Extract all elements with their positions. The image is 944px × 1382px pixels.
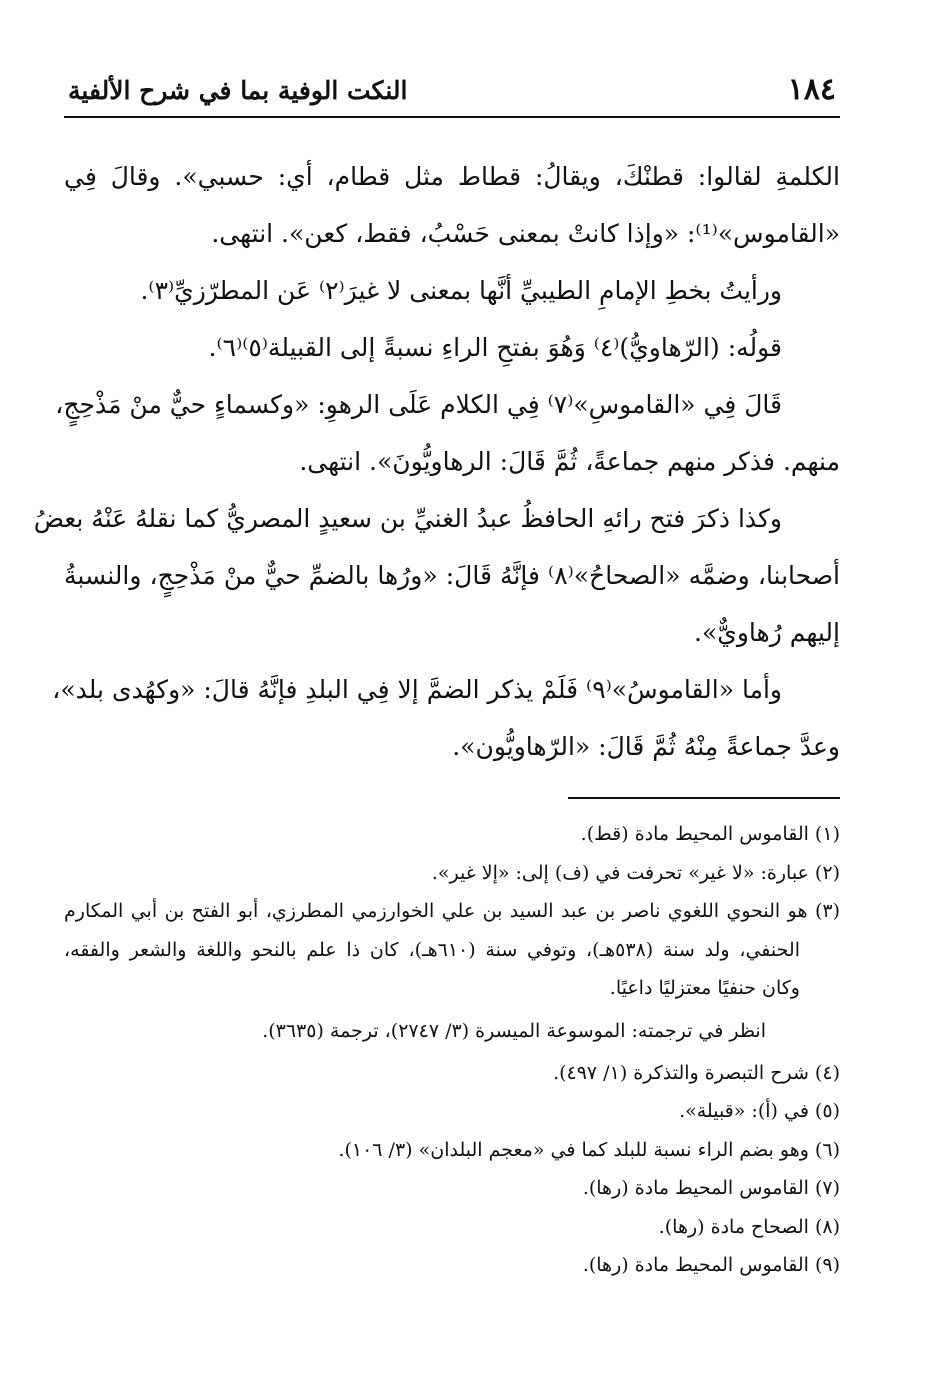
text-line: إليهم رُهاويٌّ». (694, 618, 840, 647)
text-line: أصحابنا، وضمَّه «الصحاحُ»⁽٨⁾ فإنَّهُ قَالَ: «ورُها بالضمِّ حيٌّ منْ مَذْحِجٍ، والنسبةُ (64, 561, 840, 590)
text-line: منهم. فذكر منهم جماعةً، ثُمَّ قَالَ: الرهاويُّونَ». انتهى. (299, 447, 840, 476)
footnote: (٩) القاموس المحيط مادة (رها). (582, 1254, 840, 1276)
footnote: (٢) عبارة: «لا غير» تحرفت في (ف) إلى: «إلا غير». (431, 861, 840, 884)
page-header (64, 66, 840, 118)
main-text (33, 148, 840, 775)
text-line: وعدَّ جماعةً مِنْهُ ثُمَّ قَالَ: «الرّهاويُّون». (452, 732, 840, 761)
footnote: (١) القاموس المحيط مادة (قط). (580, 823, 840, 845)
footnote-reference: انظر في ترجمته: الموسوعة الميسرة (٣/ ٢٧٤٧)، ترجمة (٣٦٣٥). (262, 1019, 766, 1042)
text-line: «القاموس»⁽¹⁾: «وإذا كانتْ بمعنى حَسْبُ، فقط، كعن». انتهى. (211, 219, 840, 248)
footnote-continuation: وكان حنفيًا معتزليًا داعيًا. (609, 977, 800, 999)
text-line: وأما «القاموسُ»⁽٩⁾ فَلَمْ يذكر الضمَّ إلا فِي البلدِ فإنَّهُ قالَ: «وكهُدى بلد»، (52, 675, 782, 704)
footnote-continuation: الحنفي، ولد سنة (٥٣٨هـ)، وتوفي سنة (٦١٠هـ)، كان ذا علم بالنحو واللغة والشعر والفقه، (64, 938, 800, 961)
running-title: النكت الوفية بما في شرح الألفية (68, 76, 408, 105)
footnote: (٤) شرح التبصرة والتذكرة (١/ ٤٩٧). (553, 1061, 840, 1084)
text-line: قَالَ فِي «القاموسِ»⁽٧⁾ فِي الكلام عَلَى الرهوِ: «وكسماءٍ حيٌّ منْ مَذْحِجٍ، (55, 390, 782, 419)
footnote: (٦) وهو بضم الراء نسبة للبلد كما في «معجم البلدان» (٣/ ١٠٦). (338, 1138, 840, 1161)
page-number: ١٨٤ (787, 72, 836, 107)
footnote-divider (568, 797, 840, 799)
text-line: قولُه: (الرّهاويُّ)⁽٤⁾ وَهُوَ بفتحِ الراءِ نسبةً إلى القبيلة⁽٥⁾⁽٦⁾. (208, 333, 782, 362)
footnote: (٣) هو النحوي اللغوي ناصر بن عبد السيد بن علي الخوارزمي المطرزي، أبو الفتح بن أبي المكارم (64, 900, 840, 922)
text-line: ورأيتُ بخطِ الإمامِ الطيبيِّ أنَّها بمعنى لا غيرَ⁽٢⁾ عَن المطرّزيِّ⁽٣⁾. (140, 276, 782, 305)
text-line: الكلمةِ لقالوا: قطنْكَ، ويقالُ: قطاط مثل قطام، أي: حسبي». وقالَ فِي (64, 162, 840, 191)
text-line: وكذا ذكرَ فتح رائهِ الحافظُ عبدُ الغنيِّ بن سعيدٍ المصريُّ كما نقلهُ عَنْهُ بعضُ (33, 504, 782, 533)
footnote: (٥) في (أ): «قبيلة». (679, 1100, 840, 1122)
footnotes (64, 815, 840, 1285)
footnote: (٧) القاموس المحيط مادة (رها). (582, 1177, 840, 1199)
footnote: (٨) الصحاح مادة (رها). (658, 1215, 840, 1238)
